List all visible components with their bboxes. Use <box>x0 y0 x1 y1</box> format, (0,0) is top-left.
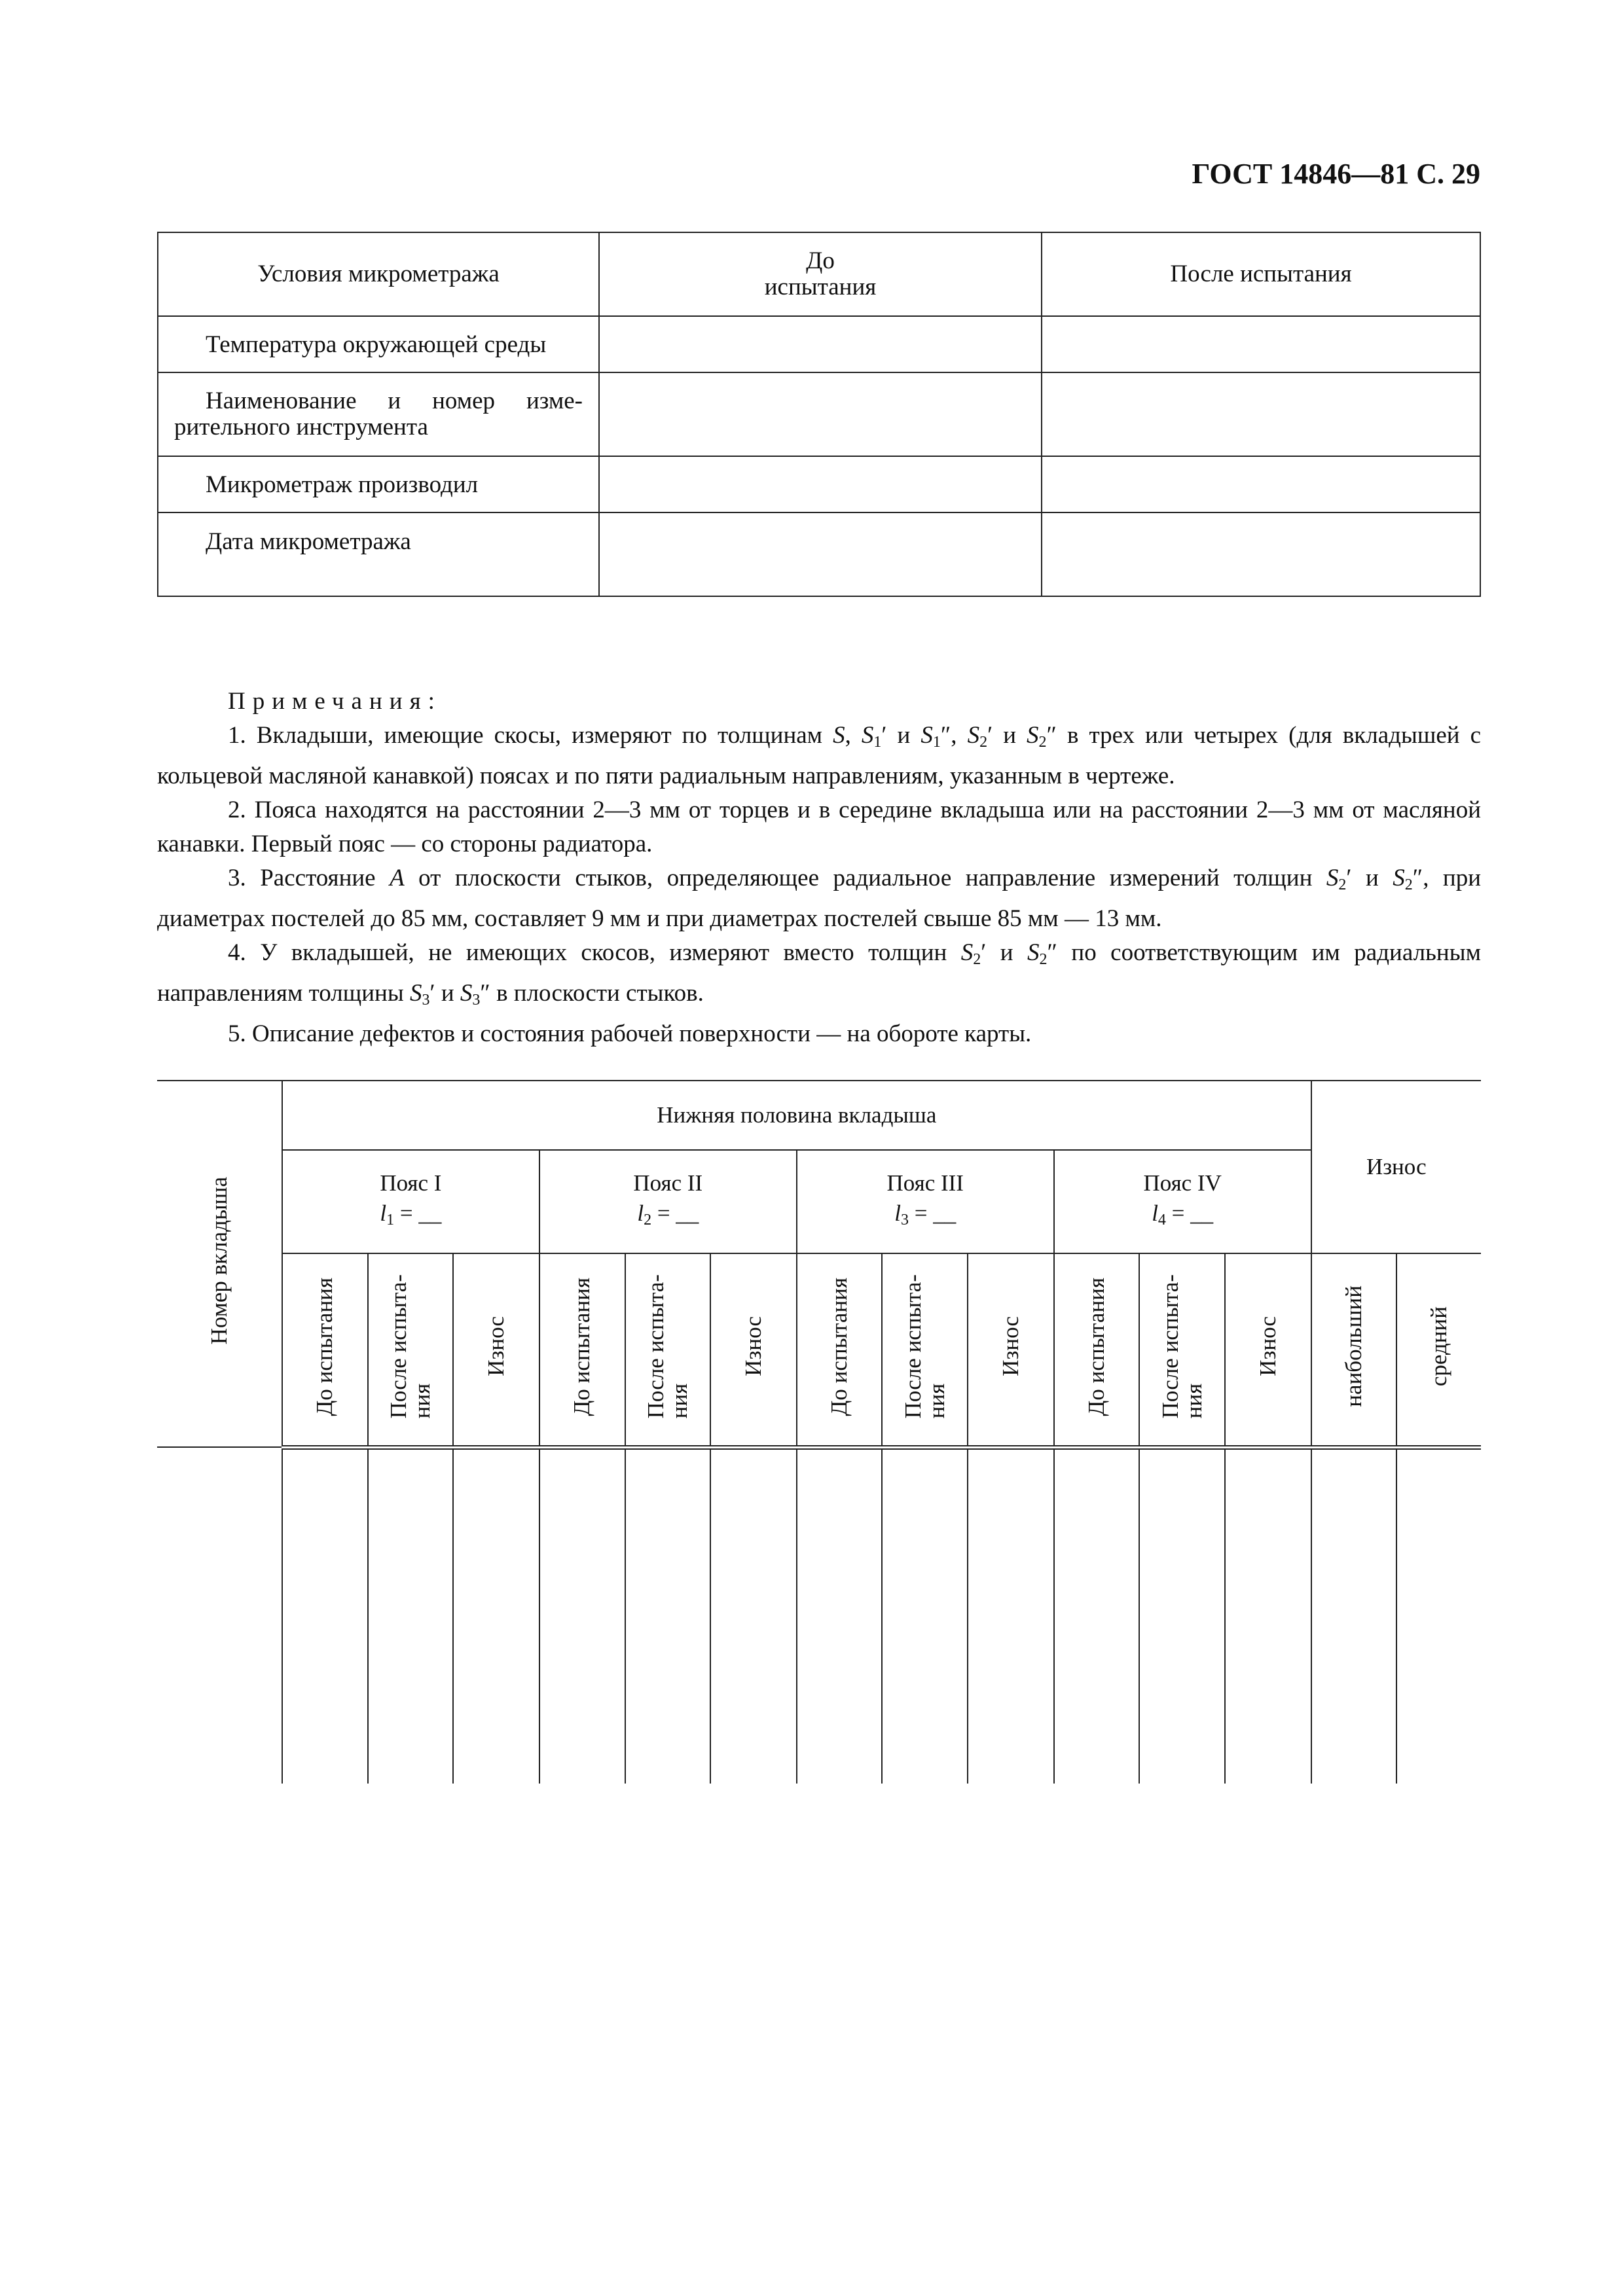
header-lower-half: Нижняя половина вкладыша <box>282 1081 1311 1150</box>
header-belt-4: Пояс IV $l_4$ = __ <box>1054 1150 1311 1253</box>
header-belt-1: Пояс I $l_1$ = __ <box>282 1150 539 1253</box>
table-row <box>158 512 1480 596</box>
table-header-row <box>158 232 1480 316</box>
row-label-instrument: Наименование и номер изме- рительного инструмента <box>158 372 599 456</box>
note-3: 3. Расстояние A от плоскости стыков, определяющее радиальное направление измерений толщин $S_2'$ и $S_2''$, при диаметрах постелей до 85 мм, составляет 9 мм и при диаметрах постелей свыше 85 мм — 13 мм. <box>157 865 1482 932</box>
wear-measurement-table <box>157 1080 1481 1784</box>
table-row <box>158 372 1480 456</box>
header-wear-max: наибольший <box>1311 1253 1397 1447</box>
row-label-performed-by: Микрометраж производил <box>158 456 599 512</box>
notes-title: Примечания: <box>228 688 442 715</box>
header-before: До испытания <box>599 232 1042 316</box>
notes-section <box>157 685 1481 1051</box>
table-header-row <box>157 1081 1481 1150</box>
header-belt-3: Пояс III $l_3$ = __ <box>797 1150 1054 1253</box>
header-wear: Износ <box>1311 1081 1481 1253</box>
table-row <box>158 316 1480 372</box>
note-2: 2. Пояса находятся на расстоянии 2—3 мм от торцев и в середине вкладыша или на расстоянии 2—3 мм от масляной канавки. Первый пояс — со стороны радиатора. <box>157 797 1481 857</box>
header-liner-number: Номер вкладыша <box>157 1081 282 1447</box>
table-row <box>157 1447 1481 1784</box>
micrometry-conditions-table <box>157 232 1481 597</box>
note-5: 5. Описание дефектов и состояния рабочей поверхности — на обороте карты. <box>228 1020 1032 1047</box>
row-label-date: Дата микрометража <box>158 512 599 596</box>
header-after: После испытания <box>1042 232 1480 316</box>
document-header: ГОСТ 14846—81 С. 29 <box>1192 158 1480 190</box>
table-row <box>158 456 1480 512</box>
header-belt-2: Пояс II $l_2$ = __ <box>539 1150 797 1253</box>
table-header-row <box>157 1150 1481 1253</box>
header-conditions: Условия микрометража <box>158 232 599 316</box>
note-4: 4. У вкладышей, не имеющих скосов, измеряют вместо толщин $S_2'$ и $S_2''$ по соответствующим им радиальным направлениям толщины $S_3'$ и $S_3''$ в плоскости стыков. <box>157 939 1481 1009</box>
header-wear-avg: средний <box>1396 1253 1481 1447</box>
note-1: 1. Вкладыши, имеющие скосы, измеряют по толщинам S, $S_1'$ и $S_1''$, $S_2'$ и $S_2''$ в трех или четырех (для вкладышей с кольцевой масляной канавкой) поясах и по пяти радиальным направлениям, указанным в чертеже. <box>157 722 1482 789</box>
row-label-temperature: Температура окружающей среды <box>158 316 599 372</box>
table-subheader-row: До испытания После испыта- ния Износ До испытания После испыта- ния Износ До испытания После испыта- ния Износ До испытания После испыта- ния Износ наибольший средний <box>157 1253 1481 1447</box>
